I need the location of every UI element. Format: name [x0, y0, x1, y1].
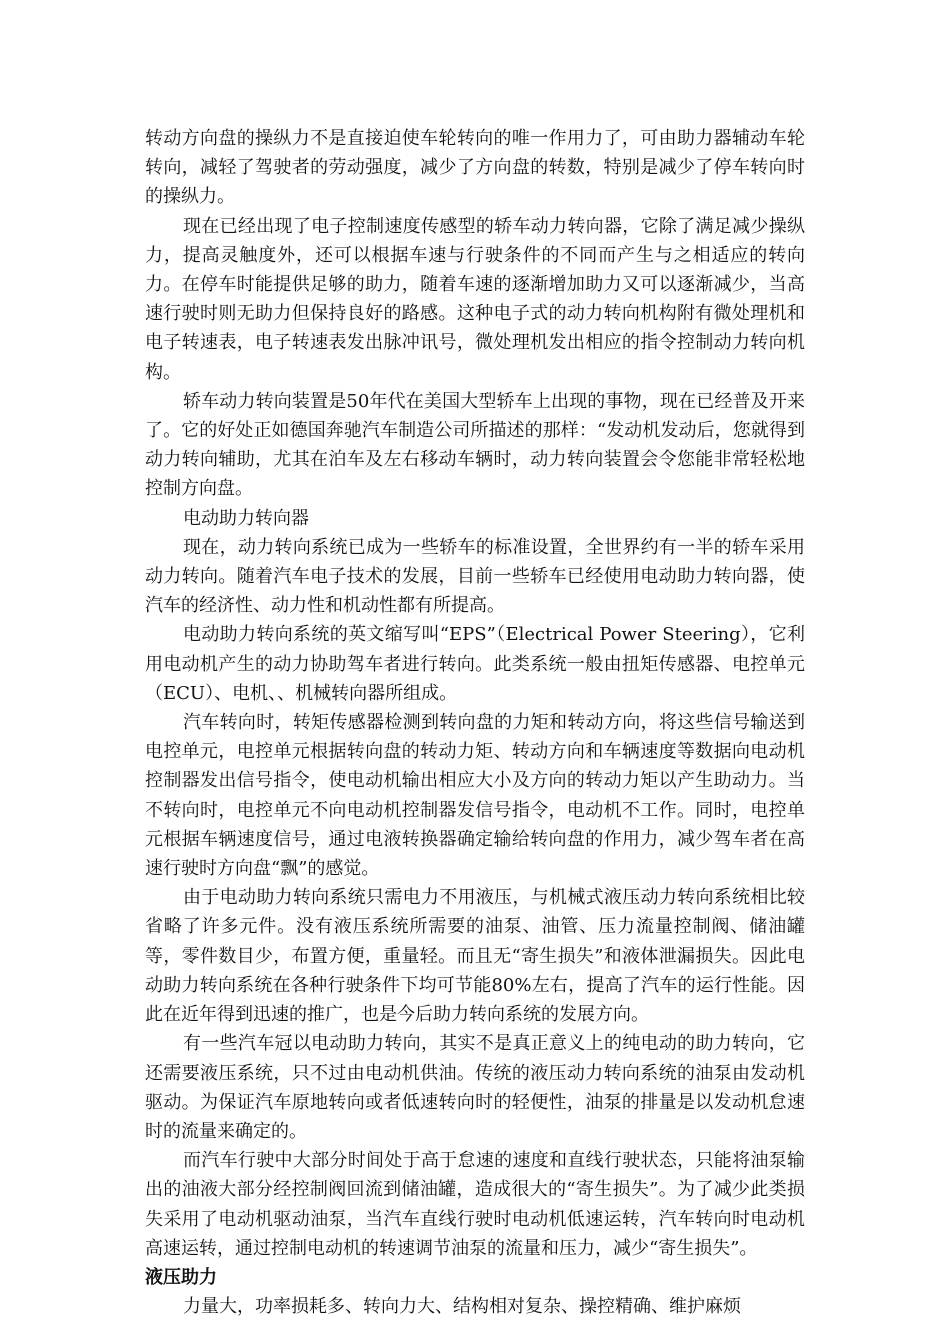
paragraph-1: 转动方向盘的操纵力不是直接迫使车轮转向的唯一作用力了，可由助力器辅动车轮转向，减轻了驾驶者的劳动强度，减少了方向盘的转数，特别是减少了停车转向时的操纵力。: [145, 128, 805, 208]
paragraph-6: 汽车转向时，转矩传感器检测到转向盘的力矩和转动方向，将这些信号输送到电控单元，电控单元根据转向盘的转动力矩、转动方向和车辆速度等数据向电动机控制器发出信号指令，使电动机输出相应大小及方向的转动力矩以产生助动力。当不转向时，电控单元不向电动机控制器发信号指令，电动机不工作。同时，电控单元根据车辆速度信号，通过电液转换器确定输给转向盘的作用力，减少驾车者在高速行驶时方向盘“飘”的感觉。: [145, 712, 805, 880]
paragraph-9: 而汽车行驶中大部分时间处于高于怠速的速度和直线行驶状态，只能将油泵输出的油液大部分经控制阀回流到储油罐，造成很大的“寄生损失”。为了减少此类损失采用了电动机驱动油泵，当汽车直线行驶时电动机低速运转，汽车转向时电动机高速运转，通过控制电动机的转速调节油泵的流量和压力，减少“寄生损失”。: [145, 1150, 805, 1259]
paragraph-8: 有一些汽车冠以电动助力转向，其实不是真正意义上的纯电动的助力转向，它还需要液压系统，只不过由电动机供油。传统的液压动力转向系统的油泵由发动机驱动。为保证汽车原地转向或者低速转向时的轻便性，油泵的排量是以发动机怠速时的流量来确定的。: [145, 1033, 805, 1142]
paragraph-3: 轿车动力转向装置是50年代在美国大型轿车上出现的事物，现在已经普及开来了。它的好处正如德国奔驰汽车制造公司所描述的那样：“发动机发动后，您就得到动力转向辅助，尤其在泊车及左右移动车辆时，动力转向装置会令您能非常轻松地控制方向盘。: [145, 390, 805, 500]
section-heading-hydraulic: 液压助力: [145, 1266, 217, 1288]
paragraph-4: 现在，动力转向系统已成为一些轿车的标准设置，全世界约有一半的轿车采用动力转向。随着汽车电子技术的发展，目前一些轿车已经使用电动助力转向器，使汽车的经济性、动力性和机动性都有所提高。: [145, 536, 805, 617]
paragraph-10: 力量大，功率损耗多、转向力大、结构相对复杂、操控精确、维护麻烦: [183, 1296, 741, 1318]
paragraph-5: 电动助力转向系统的英文缩写叫“EPS”（Electrical Power Steering），它利用电动机产生的动力协助驾车者进行转向。此类系统一般由扭矩传感器、电控单元（ECU）、电机、、机械转向器所组成。: [145, 624, 805, 704]
document-body: [145, 124, 805, 1321]
section-heading-eps: 电动助力转向器: [183, 507, 309, 529]
paragraph-2: 现在已经出现了电子控制速度传感型的轿车动力转向器，它除了满足减少操纵力，提高灵触度外，还可以根据车速与行驶条件的不同而产生与之相适应的转向力。在停车时能提供足够的助力，随着车速的逐渐增加助力又可以逐渐减少，当高速行驶时则无助力但保持良好的路感。这种电子式的动力转向机构附有微处理机和电子转速表，电子转速表发出脉冲讯号，微处理机发出相应的指令控制动力转向机构。: [145, 215, 805, 383]
paragraph-7: 由于电动助力转向系统只需电力不用液压，与机械式液压动力转向系统相比较省略了许多元件。没有液压系统所需要的油泵、油管、压力流量控制阀、储油罐等，零件数目少，布置方便，重量轻。而且无“寄生损失”和液体泄漏损失。因此电动助力转向系统在各种行驶条件下均可节能80%左右，提高了汽车的运行性能。因此在近年得到迅速的推广，也是今后助力转向系统的发展方向。: [145, 887, 805, 1026]
